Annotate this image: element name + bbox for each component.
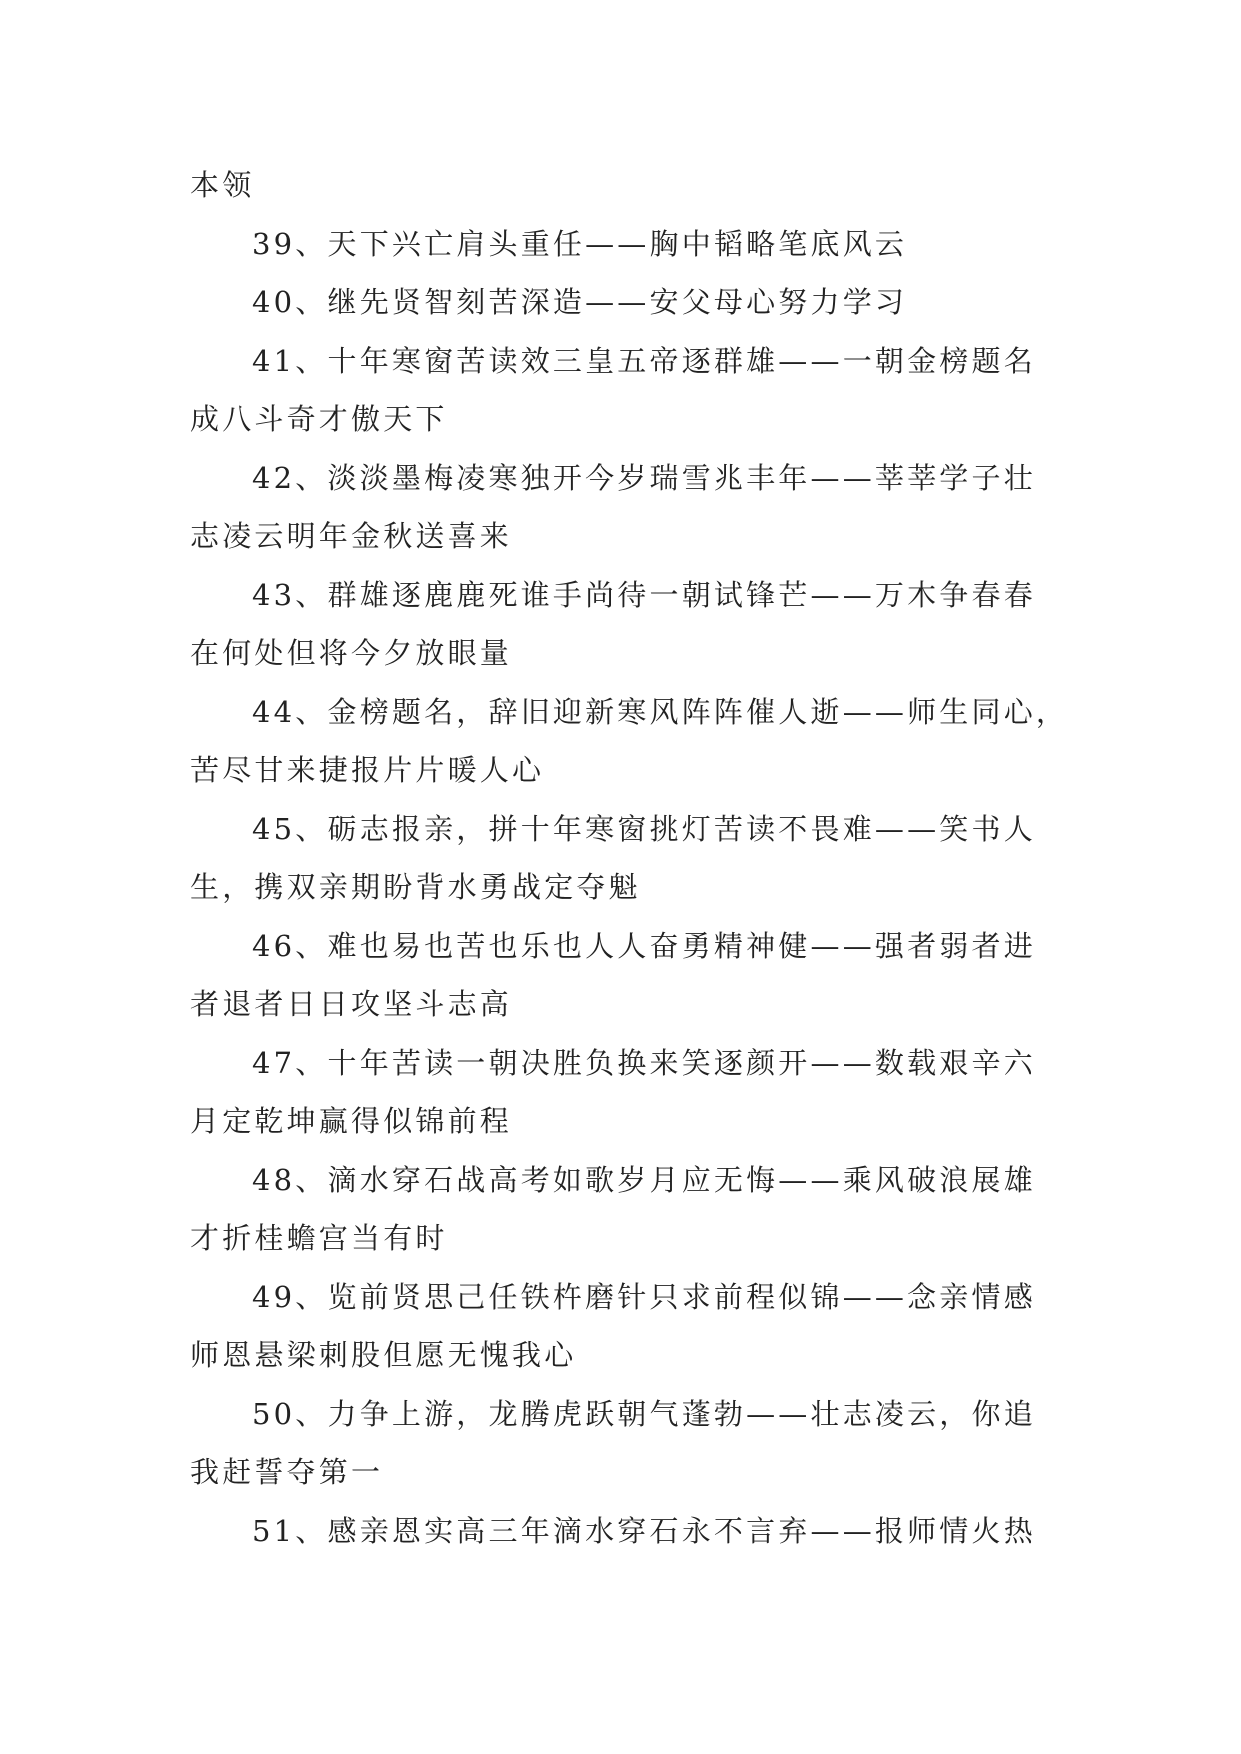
text-line: 者退者日日攻坚斗志高 — [190, 987, 513, 1021]
couplet-51: 51、感亲恩实高三年滴水穿石永不言弃——报师情火热 — [252, 1513, 1036, 1548]
couplet-45: 45、砺志报亲，拼十年寒窗挑灯苦读不畏难——笑书人 — [252, 811, 1036, 846]
document-body — [190, 156, 1069, 1560]
text-line: 师恩悬梁刺股但愿无愧我心 — [190, 1338, 577, 1372]
text-line: 成八斗奇才傲天下 — [190, 402, 448, 436]
text-line: 我赶誓夺第一 — [190, 1455, 384, 1489]
couplet-41: 41、十年寒窗苦读效三皇五帝逐群雄——一朝金榜题名 — [252, 343, 1036, 378]
couplet-40: 40、继先贤智刻苦深造——安父母心努力学习 — [252, 285, 908, 319]
text-line: 本领 — [190, 168, 255, 202]
couplet-47: 47、十年苦读一朝决胜负换来笑逐颜开——数载艰辛六 — [252, 1045, 1036, 1080]
text-line: 苦尽甘来捷报片片暖人心 — [190, 753, 545, 787]
couplet-48: 48、滴水穿石战高考如歌岁月应无悔——乘风破浪展雄 — [252, 1162, 1036, 1197]
text-line: 月定乾坤赢得似锦前程 — [190, 1104, 513, 1138]
text-line: 在何处但将今夕放眼量 — [190, 636, 513, 670]
text-line: 生，携双亲期盼背水勇战定夺魁 — [190, 870, 641, 904]
couplet-43: 43、群雄逐鹿鹿死谁手尚待一朝试锋芒——万木争春春 — [252, 577, 1036, 612]
couplet-46: 46、难也易也苦也乐也人人奋勇精神健——强者弱者进 — [252, 928, 1036, 963]
text-line: 志凌云明年金秋送喜来 — [190, 519, 513, 553]
text-line: 才折桂蟾宫当有时 — [190, 1221, 448, 1255]
couplet-44: 44、金榜题名，辞旧迎新寒风阵阵催人逝——师生同心， — [252, 694, 1069, 729]
couplet-49: 49、览前贤思己任铁杵磨针只求前程似锦——念亲情感 — [252, 1279, 1036, 1314]
couplet-42: 42、淡淡墨梅凌寒独开今岁瑞雪兆丰年——莘莘学子壮 — [252, 460, 1036, 495]
couplet-39: 39、天下兴亡肩头重任——胸中韬略笔底风云 — [252, 226, 908, 261]
couplet-50: 50、力争上游，龙腾虎跃朝气蓬勃——壮志凌云，你追 — [252, 1396, 1036, 1431]
